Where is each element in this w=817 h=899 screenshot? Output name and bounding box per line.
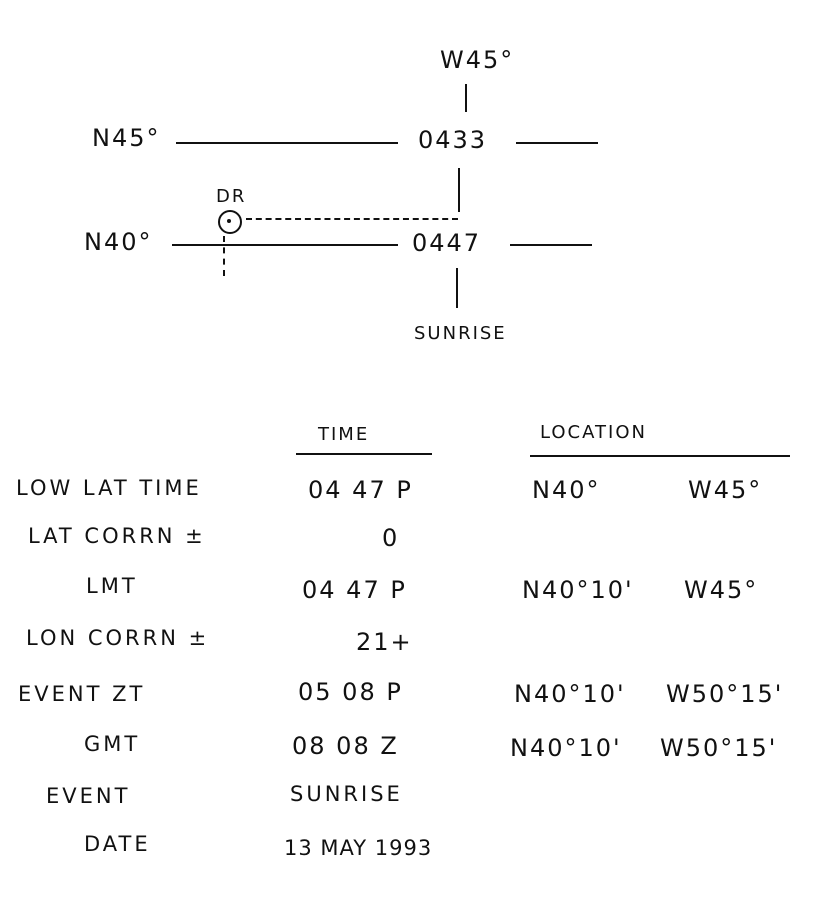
row-lat-low-lat-time: N40° [532,476,601,504]
upper-latitude-label: N45° [92,124,161,152]
row-time-gmt: 08 08 Z [292,732,399,760]
dr-label: DR [216,186,247,207]
location-header: LOCATION [540,422,647,443]
dr-dashed-line [246,218,458,220]
row-lon-gmt: W50°15' [660,734,778,762]
row-lat-event-zt: N40°10' [514,680,626,708]
row-time-event: SUNRISE [290,782,403,806]
row-time-low-lat-time: 04 47 P [308,476,413,504]
middle-vertical-tick [458,168,460,212]
row-label-lon-corrn: LON CORRN ± [26,626,210,650]
row-time-date: 13 MAY 1993 [284,836,433,860]
upper-time-label: 0433 [418,126,488,154]
lower-latitude-line-right [510,244,592,246]
row-label-lmt: LMT [86,574,138,598]
row-time-event-zt: 05 08 P [298,678,403,706]
row-lat-gmt: N40°10' [510,734,622,762]
row-lon-event-zt: W50°15' [666,680,784,708]
top-longitude-label: W45° [440,46,515,74]
lower-latitude-line-left [172,244,398,246]
dr-dashed-drop [223,236,225,276]
row-time-lon-corrn: 21+ [356,628,413,656]
row-label-date: DATE [84,832,151,856]
time-header: TIME [318,424,370,445]
location-header-underline [530,455,790,457]
bottom-vertical-tick [456,268,458,308]
row-label-event: EVENT [46,784,131,808]
dr-position-dot [227,219,231,223]
row-time-lat-corrn: 0 [382,524,400,552]
row-lat-lmt: N40°10' [522,576,634,604]
upper-latitude-line-left [176,142,398,144]
row-lon-lmt: W45° [684,576,759,604]
row-time-lmt: 04 47 P [302,576,407,604]
row-label-gmt: GMT [84,732,141,756]
lower-latitude-label: N40° [84,228,153,256]
row-label-low-lat-time: LOW LAT TIME [16,476,202,500]
top-vertical-tick [465,84,467,112]
lower-time-label: 0447 [412,229,482,257]
row-lon-low-lat-time: W45° [688,476,763,504]
row-label-lat-corrn: LAT CORRN ± [28,524,206,548]
row-label-event-zt: EVENT ZT [18,682,146,706]
time-header-underline [296,453,432,455]
event-label: SUNRISE [414,323,507,344]
upper-latitude-line-right [516,142,598,144]
